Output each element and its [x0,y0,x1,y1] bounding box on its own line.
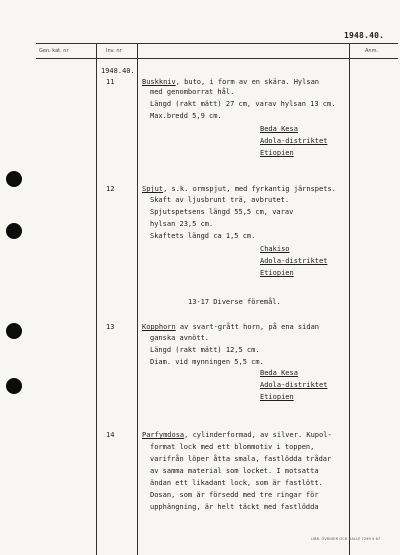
entry-title: Parfymdosa [142,431,185,439]
column-divider-1 [96,43,97,555]
column-header-inv: Inv. nr [106,48,122,54]
description-line: Skaftets längd ca 1,5 cm. [150,232,256,240]
provenance-line: Beda Kesa [260,369,298,377]
description-line: , cylinderformad, av silver. Kupol- [184,431,332,439]
header-top-rule [36,43,398,44]
column-divider-3 [349,43,350,555]
entry-title: Kopphorn [142,323,176,331]
header-bottom-rule [36,58,398,59]
column-divider-2 [137,43,138,555]
section-heading: 13-17 Diverse föremål. [188,298,281,306]
year-label: 1948.40. [101,67,135,75]
provenance-line: Etiopien [260,393,294,401]
description-line: , buto, i form av en skära. Hylsan [175,78,320,86]
column-header-anm: Anm. [365,48,379,54]
column-header-gen-kat: Gen. kat. nr [39,48,69,54]
description-line: varifrån löper åtta smala, fastlödda trådar [150,455,332,463]
description-line: av samma material som locket. I motsatta [150,467,319,475]
provenance-line: Adola-distriktet [260,381,328,389]
print-footer: LIBR. ÖVRIGER OCH HALLE 7299 9 67 [311,537,381,541]
entry-inv-number: 14 [106,431,115,439]
punch-hole [6,223,22,239]
description-line: , s.k. ormspjut, med fyrkantig järnspets. [163,185,336,193]
description-line: ganska avnött. [150,334,210,342]
provenance-line: Adola-distriktet [260,257,328,265]
description-line: Spjutspetsens längd 55,5 cm, varav [150,208,294,216]
provenance-line: Adola-distriktet [260,137,328,145]
description-line: Skaft av ljusbrunt trä, avbrutet. [150,196,290,204]
entry-inv-number: 13 [106,323,115,331]
description-line: format lock med ett blommotiv i toppen, [150,443,315,451]
entry-description [142,78,319,88]
entry-description [142,323,319,333]
provenance-line: Beda Kesa [260,125,298,133]
entry-description [142,185,336,195]
description-line: Längd (rakt mätt) 27 cm, varav hylsan 13 cm. [150,100,336,108]
entry-title: Spjut [142,185,164,193]
description-line: med genomborrat hål. [150,88,235,96]
punch-hole [6,171,22,187]
description-line: Längd (rakt mätt) 12,5 cm. [150,346,260,354]
entry-description [142,431,332,441]
provenance-line: Chakiso [260,245,290,253]
description-line: hylsan 23,5 cm. [150,220,214,228]
description-line: Dosan, som är försedd med tre ringar för [150,491,319,499]
entry-inv-number: 11 [106,78,115,86]
punch-hole [6,378,22,394]
description-line: Max.bredd 5,9 cm. [150,112,222,120]
provenance-line: Etiopien [260,149,294,157]
provenance-line: Etiopien [260,269,294,277]
description-line: ändan ett likadant lock, som är fastlött. [150,479,323,487]
description-line: av svart-grått horn, på ena sidan [175,323,320,331]
description-line: Diam. vid mynningen 5,5 cm. [150,358,264,366]
entry-inv-number: 12 [106,185,115,193]
entry-title: Buskkniv [142,78,176,86]
accession-number: 1948.40. [344,31,385,40]
description-line: upphängning, är helt täckt med fastlödda [150,503,319,511]
punch-hole [6,323,22,339]
